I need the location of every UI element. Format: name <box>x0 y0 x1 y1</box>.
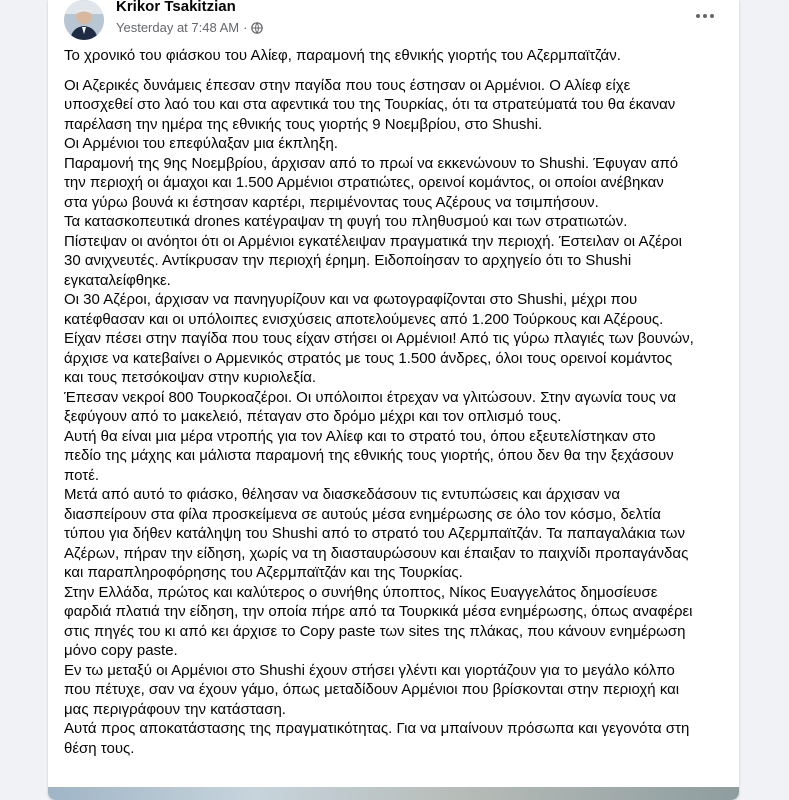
globe-icon[interactable] <box>251 22 263 34</box>
post-text-line: διασπείρουν στα φίλα προσκείμενα σε αυτούς μέσα ενημέρωσης σε όλο τον κόσμο, δελτία <box>64 505 661 523</box>
post-text-line: τύπου για δήθεν κατάληψη του Shushi από το στρατό του Αζερμπαϊτζάν. Τα παπαγαλάκια των <box>64 525 685 542</box>
post-text-line: στις πηγές του κι από κει άρχισε το Copy paste των sites της πλάκας, που κάνουν ενημέρωση <box>64 622 686 640</box>
post-text-line: Αζέρων, πήραν την είδηση, χωρίς να τη διασταυρώσουν και έπαιξαν το παιχνίδι προπαγάνδας <box>64 544 689 562</box>
post-text-line: κατέφθασαν και οι υπόλοιπες ενισχύσεις αποτελούμενες από 1.200 Τούρκους και Αζέρους. <box>64 310 664 328</box>
avatar[interactable] <box>64 0 104 40</box>
post-card <box>48 0 739 800</box>
avatar-image <box>64 0 104 40</box>
post-text-line: Είχαν πέσει στην παγίδα που τους είχαν στήσει οι Αρμένιοι! Από τις γύρω πλαγιές των βουνών, <box>64 330 694 347</box>
post-header <box>64 0 723 40</box>
post-text-line: Οι 30 Αζέροι, άρχισαν να πανηγυρίζουν και να φωτογραφίζονται στο Shushi, μέχρι που <box>64 291 638 308</box>
post-text-line: στα γύρω βουνά κι έστησαν καρτέρι, περιμένοντας τους Αζέρους να τσιμπήσουν. <box>64 193 599 211</box>
post-text-line: μας περιγράφουν την κατάσταση. <box>64 700 286 718</box>
post-text-line: θέση τους. <box>64 739 135 757</box>
post-text-line: πεδίο της μάχης και μάλιστα παραμονή της εθνικής τους γιορτής, όπου δεν θα την ξεχάσουν <box>64 447 674 464</box>
post-text-line: ποτέ. <box>64 466 100 484</box>
post-text-line: Έπεσαν νεκροί 800 Τουρκοαζέροι. Οι υπόλοιποι έτρεχαν να γλιτώσουν. Στην αγωνία τους να <box>64 388 677 406</box>
post-text-line: Αυτή θα είναι μια μέρα ντροπής για τον Αλίεφ και το στρατό του, όπου εξευτελίστηκαν στο <box>64 427 656 445</box>
post-lines <box>64 76 728 759</box>
author-name[interactable]: Krikor Tsakitzian <box>116 0 236 15</box>
post-text-line: Πίστεψαν οι ανόητοι ότι οι Αρμένιοι εγκατέλειψαν πραγματικά την περιοχή. Έστειλαν οι Αζέροι <box>64 232 682 250</box>
post-text-line: και παραπληροφόρησης του Αζερμπαϊτζάν και της Τουρκίας. <box>64 564 463 581</box>
post-text-line: Μετά από αυτό το φιάσκο, θέλησαν να διασκεδάσουν τις εντυπώσεις και άρχισαν να <box>64 486 621 503</box>
post-text-line: την περιοχή οι άμαχοι και 1.500 Αρμένιοι στρατιώτες, ορεινοί κομάντος, οι οποίοι ανέβηκαν <box>64 174 664 191</box>
post-image-preview[interactable] <box>48 787 739 800</box>
post-text-line: Οι Αρμένιοι του επεφύλαξαν μια έκπληξη. <box>64 135 338 152</box>
post-text-line: που πέτυχε, σαν να έχουν γάμο, όπως μεταδίδουν Αρμένιοι που βρίσκονται στην περιοχή και <box>64 681 680 698</box>
post-text-line: παρέλαση την ημέρα της εθνικής τους γιορτής 9 Νοεμβρίου, στο Shushi. <box>64 115 543 133</box>
post-text-line: και τους πετσόκοψαν στην κυριολεξία. <box>64 369 317 386</box>
paragraph-gap <box>64 66 728 76</box>
post-text-line: Τα κατασκοπευτικά drones κατέγραψαν τη φυγή του πληθυσμού και των στρατιωτών. <box>64 213 628 230</box>
post-text-line: Οι Αζερικές δυνάμεις έπεσαν στην παγίδα που τους έστησαν οι Αρμένιοι. Ο Αλίεφ είχε <box>64 76 631 94</box>
post-text-line: Παραμονή της 9ης Νοεμβρίου, άρχισαν από το πρωί να εκκενώνουν το Shushi. Έφυγαν από <box>64 154 679 172</box>
post-text-line: άρχισε να κατεβαίνει ο Αρμενικός στρατός με τους 1.500 άνδρες, όλοι τους ορεινοί κομάντος <box>64 349 673 367</box>
post-text-line: εγκαταλείφθηκε. <box>64 271 171 289</box>
more-horizontal-icon <box>695 13 715 19</box>
meta-separator: · <box>243 20 248 35</box>
post-text-line: μόνο copy paste. <box>64 642 178 659</box>
post-text-line: υποσχεθεί στο λαό του και στα αφεντικά του της Τουρκίας, ότι τα στρατεύματά του θα έκαναν <box>64 96 676 113</box>
post-meta <box>116 20 263 35</box>
post-text-line: Στην Ελλάδα, πρώτος και καλύτερος ο συνήθης ύποπτος, Νίκος Ευαγγελάτος δημοσίευσε <box>64 583 658 601</box>
post-text-line: Εν τω μεταξύ οι Αρμένιοι στο Shushi έχουν στήσει γλέντι και γιορτάζουν για το μεγάλο κόλπο <box>64 661 675 679</box>
post-text-line: φαρδιά πλατιά την είδηση, την οποία πήρε από τα Τουρκικά μέσα ενημέρωσης, όπως αναφέρει <box>64 603 693 620</box>
post-title-line: Το χρονικό του φιάσκου του Αλίεφ, παραμονή της εθνικής γιορτής του Αζερμπαϊτζάν. <box>64 47 621 64</box>
post-text-line: ξεφύγουν από το μακελειό, πέταγαν στο δρόμο μέχρι και τον οπλισμό τους. <box>64 408 562 425</box>
post-body <box>64 46 728 758</box>
more-options-button[interactable] <box>687 2 723 30</box>
timestamp[interactable]: Yesterday at 7:48 AM <box>116 20 240 35</box>
post-text-line: Αυτά προς αποκατάστασης της πραγματικότητας. Για να μπαίνουν πρόσωπα και γεγονότα στη <box>64 720 690 737</box>
post-text-line: 30 ανιχνευτές. Αντίκρυσαν την περιοχή έρημη. Ειδοποίησαν το αρχηγείο ότι το Shushi <box>64 252 632 269</box>
